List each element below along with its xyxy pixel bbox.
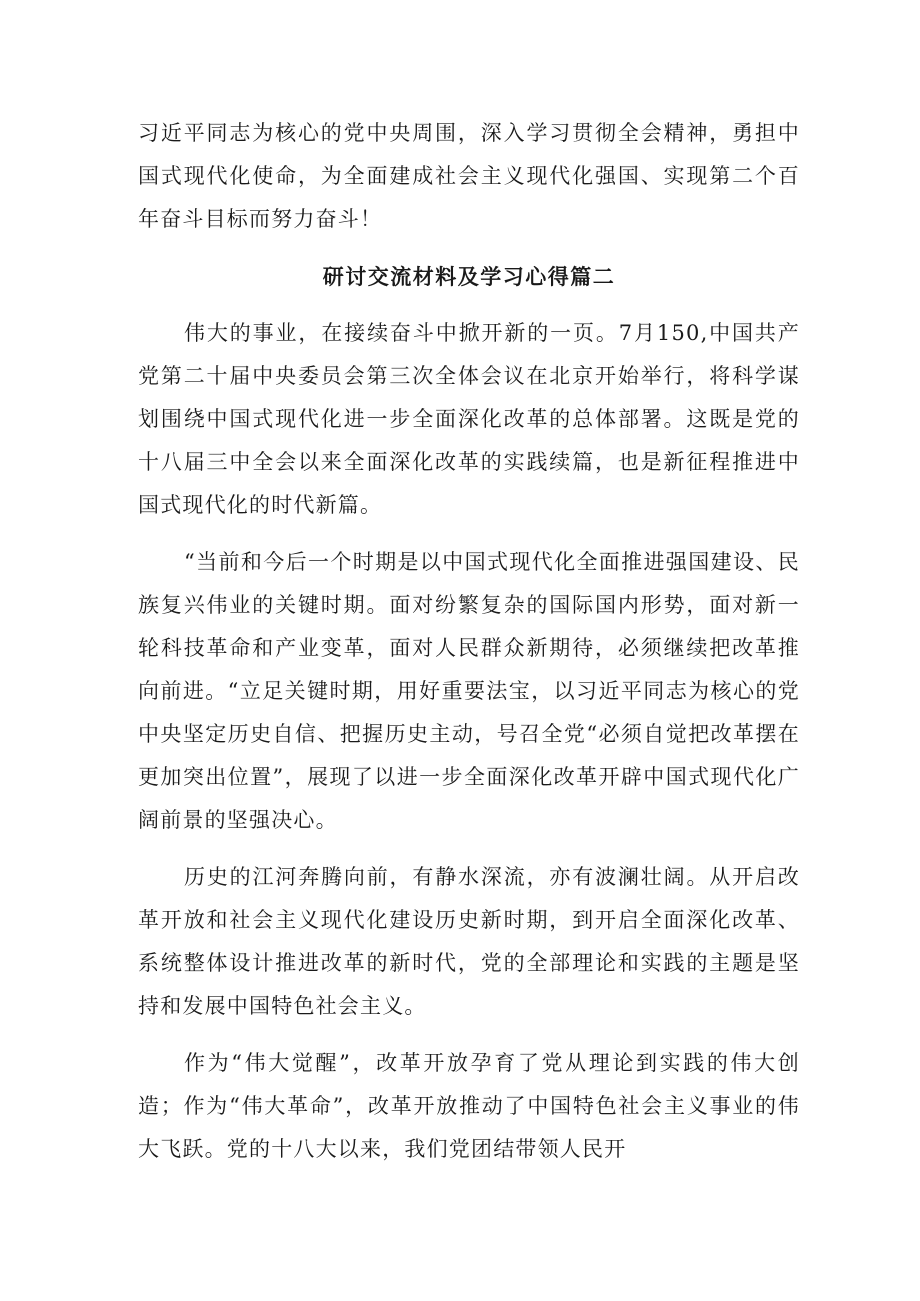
- spacer: [138, 1028, 800, 1042]
- spacer: [138, 298, 800, 312]
- spacer: [138, 241, 800, 255]
- paragraph-3: 历史的江河奔腾向前，有静水深流，亦有波澜壮阔。从开启改革开放和社会主义现代化建设历史新时期，到开启全面深化改革、系统整体设计推进改革的新时代，党的全部理论和实践的主题是坚持和发展中国特色社会主义。: [138, 865, 800, 1018]
- spacer: [138, 842, 800, 856]
- spacer: [138, 527, 800, 541]
- paragraph-4: 作为“伟大觉醒”，改革开放孕育了党从理论到实践的伟大创造；作为“伟大革命”，改革开放推动了中国特色社会主义事业的伟大飞跃。党的十八大以来，我们党团结带领人民开: [138, 1051, 800, 1161]
- paragraph-1: 伟大的事业，在接续奋斗中掀开新的一页。7月150,中国共产党第二十届中央委员会第三次全体会议在北京开始举行，将科学谋划围绕中国式现代化进一步全面深化改革的总体部署。这既是党的十八届三中全会以来全面深化改革的实践续篇，也是新征程推进中国式现代化的时代新篇。: [138, 321, 800, 517]
- paragraph-continuation: 习近平同志为核心的党中央周围，深入学习贯彻全会精神，勇担中国式现代化使命，为全面建成社会主义现代化强国、实现第二个百年奋斗目标而努力奋斗！: [138, 121, 800, 231]
- paragraph-2: “当前和今后一个时期是以中国式现代化全面推进强国建设、民族复兴伟业的关键时期。面对纷繁复杂的国际国内形势，面对新一轮科技革命和产业变革，面对人民群众新期待，必须继续把改革推向前进。“立足关键时期，用好重要法宝，以习近平同志为核心的党中央坚定历史自信、把握历史主动，号召全党“必须自觉把改革摆在更加突出位置”，展现了以进一步全面深化改革开辟中国式现代化广阔前景的坚强决心。: [138, 550, 800, 832]
- section-heading: 研讨交流材料及学习心得篇二: [322, 264, 616, 289]
- document-body: [138, 112, 800, 1171]
